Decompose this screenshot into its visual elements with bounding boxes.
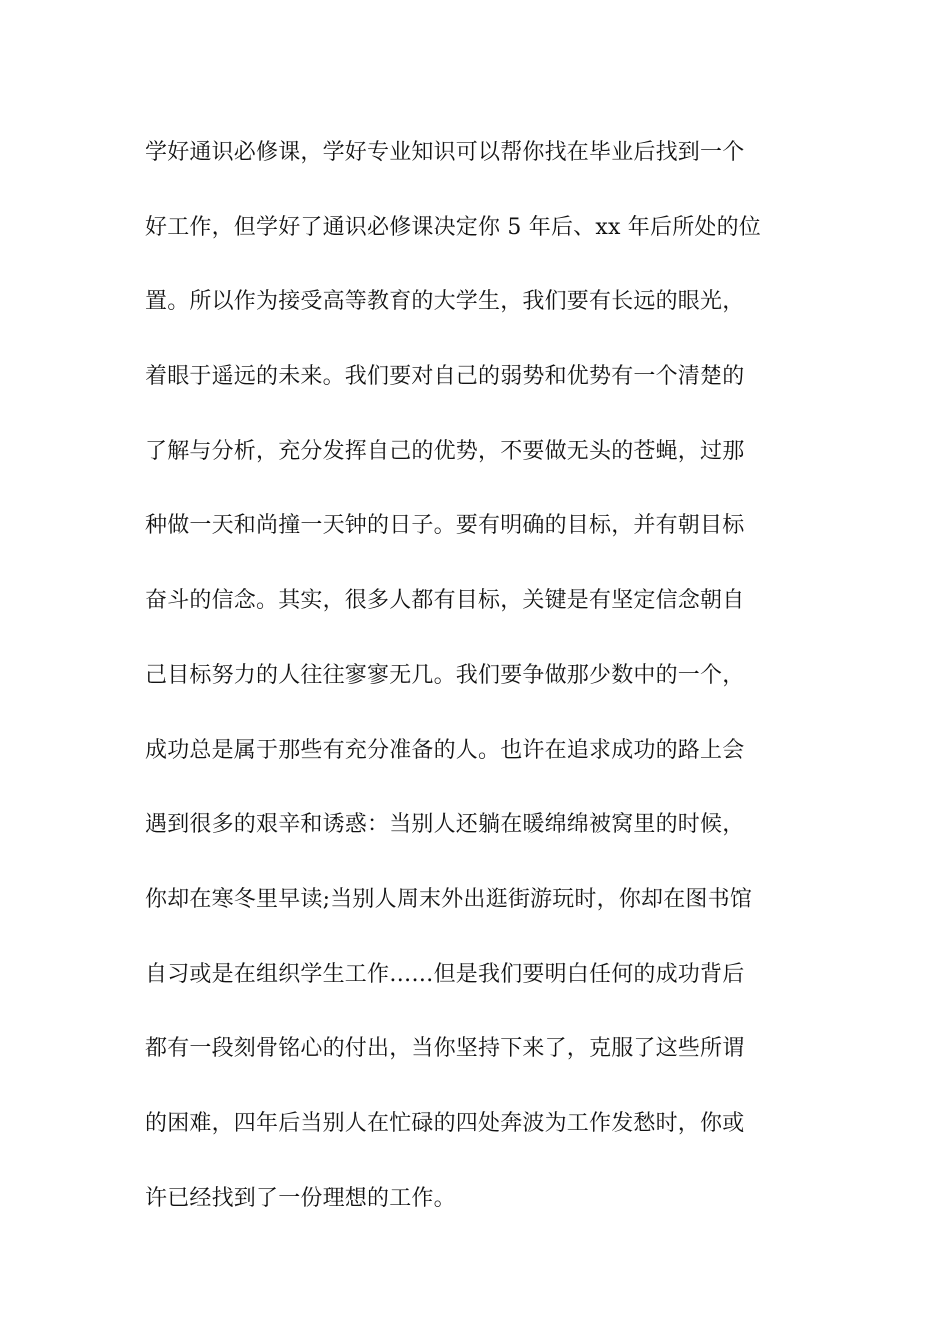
text-line: 置。所以作为接受高等教育的大学生，我们要有长远的眼光， (145, 289, 745, 315)
text-line: 好工作，但学好了通识必修课决定你 5 年后、xx 年后所处的位 (145, 214, 761, 240)
text-line: 自习或是在组织学生工作……但是我们要明白任何的成功背后 (145, 961, 745, 987)
text-line: 成功总是属于那些有充分准备的人。也许在追求成功的路上会 (145, 737, 745, 763)
text-line: 的困难，四年后当别人在忙碌的四处奔波为工作发愁时，你或 (145, 1110, 745, 1136)
text-line: 你却在寒冬里早读;当别人周末外出逛街游玩时，你却在图书馆 (145, 886, 753, 912)
text-line: 遇到很多的艰辛和诱惑：当别人还躺在暖绵绵被窝里的时候， (145, 812, 745, 838)
text-line: 奋斗的信念。其实，很多人都有目标，关键是有坚定信念朝自 (145, 588, 745, 614)
text-line: 许已经找到了一份理想的工作。 (145, 1185, 456, 1211)
text-line: 了解与分析，充分发挥自己的优势，不要做无头的苍蝇，过那 (145, 438, 745, 464)
text-line: 己目标努力的人往往寥寥无几。我们要争做那少数中的一个， (145, 662, 745, 688)
text-line: 都有一段刻骨铭心的付出，当你坚持下来了，克服了这些所谓 (145, 1036, 745, 1062)
text-line: 种做一天和尚撞一天钟的日子。要有明确的目标，并有朝目标 (145, 513, 745, 539)
text-line: 着眼于遥远的未来。我们要对自己的弱势和优势有一个清楚的 (145, 364, 745, 390)
body-paragraph (145, 128, 825, 1248)
text-line: 学好通识必修课，学好专业知识可以帮你找在毕业后找到一个 (145, 140, 745, 165)
